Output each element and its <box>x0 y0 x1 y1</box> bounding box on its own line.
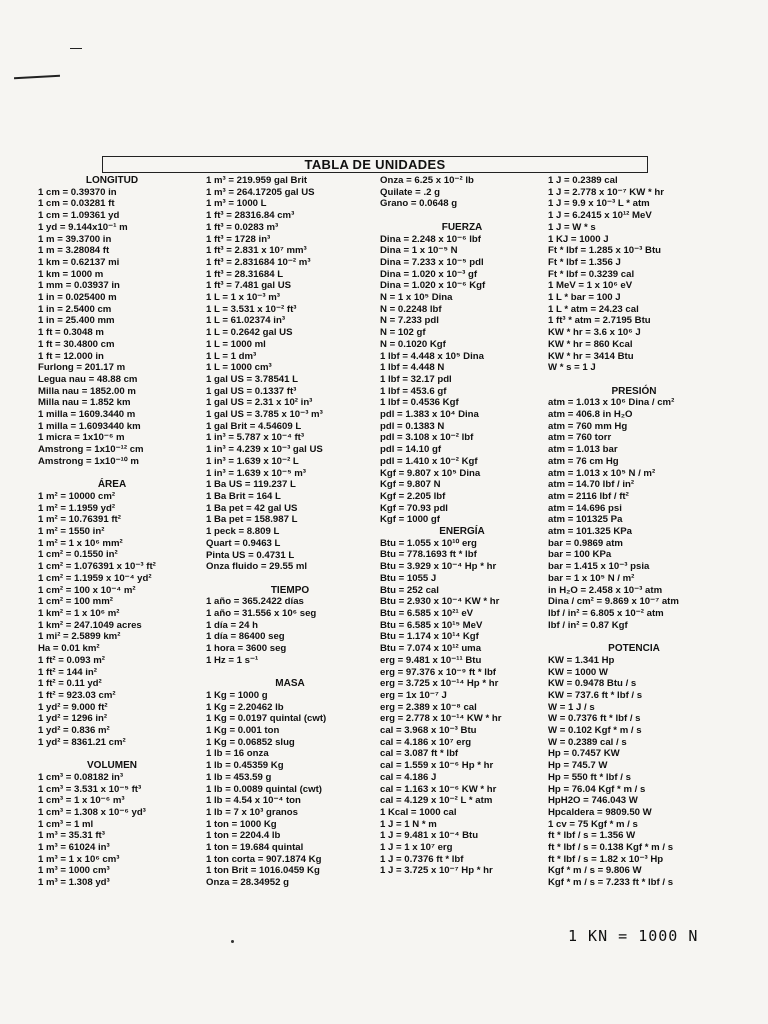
spacer <box>206 573 374 585</box>
conversion-line: 1 m³ = 1.308 yd³ <box>38 877 110 889</box>
conversion-line: 1 J = 3.725 x 10⁻⁷ Hp * hr <box>380 865 493 877</box>
conversion-line: 1 ft = 0.3048 m <box>38 327 104 339</box>
conversion-line: 1 Ba Brit = 164 L <box>206 490 281 502</box>
conversion-line: Legua nau = 48.88 cm <box>38 373 138 385</box>
section-heading: LONGITUD <box>85 175 139 186</box>
conversion-line: 1 cm³ = 1 ml <box>38 818 94 830</box>
conversion-line: Dina = 7.233 x 10⁻⁵ pdl <box>380 256 484 268</box>
conversion-line: Onza fluido = 29.55 ml <box>206 561 308 573</box>
conversion-line: KW * hr = 860 Kcal <box>548 338 633 350</box>
conversion-line: 1 L = 3.531 x 10⁻² ft³ <box>206 303 297 315</box>
conversion-line: W = 0.7376 ft * lbf / s <box>548 713 641 725</box>
conversion-line: HpH2O = 746.043 W <box>548 795 638 807</box>
spacer <box>38 748 186 760</box>
conversion-line: bar = 0.9869 atm <box>548 537 623 549</box>
conversion-line: 1 yd² = 9.000 ft² <box>38 701 108 713</box>
section-heading: ÁREA <box>97 479 127 491</box>
section-heading: VOLUMEN <box>87 760 137 772</box>
section-heading: FUERZA <box>441 221 483 233</box>
conversion-line: 1 lb = 453.59 g <box>206 771 272 783</box>
conversion-line: Milla nau = 1.852 km <box>38 397 131 409</box>
conversion-line: KW = 737.6 ft * lbf / s <box>548 689 643 701</box>
conversion-line: 1 L = 0.2642 gal US <box>206 327 293 339</box>
conversion-line: 1 m² = 1550 in² <box>38 526 105 538</box>
conversion-line: 1 MeV = 1 x 10⁶ eV <box>548 280 633 292</box>
conversion-line: 1 L = 61.02374 in³ <box>206 315 286 327</box>
conversion-line: bar = 1.415 x 10⁻³ psia <box>548 561 650 573</box>
conversion-line: 1 ft² = 0.093 m² <box>38 654 105 666</box>
conversion-line: cal = 3.087 ft * lbf <box>380 748 459 760</box>
section-heading: PRESIÓN <box>611 385 657 397</box>
conversion-line: 1 milla = 1609.3440 m <box>38 409 136 421</box>
conversion-line: atm = 101.325 KPa <box>548 526 633 538</box>
conversion-line: 1 L * bar = 100 J <box>548 292 621 304</box>
conversion-line: Dina = 1 x 10⁻⁵ N <box>380 245 458 257</box>
conversion-line: N = 1 x 10⁵ Dina <box>380 292 453 304</box>
conversion-line: Btu = 1.174 x 10¹⁴ Kgf <box>380 631 479 643</box>
column-fuerza-energia <box>380 175 544 877</box>
conversion-line: 1 lb = 0.45359 Kg <box>206 760 284 772</box>
conversion-line: 1 cv = 75 Kgf * m / s <box>548 818 638 830</box>
conversion-line: Grano = 0.0648 g <box>380 198 458 210</box>
conversion-line: 1 ft = 12.000 in <box>38 350 104 362</box>
conversion-line: 1 día = 24 h <box>206 619 258 631</box>
conversion-line: cal = 4.186 J <box>380 771 437 783</box>
conversion-line: pdl = 1.410 x 10⁻² Kgf <box>380 455 478 467</box>
conversion-line: 1 cm = 1.09361 yd <box>38 210 120 222</box>
conversion-line: W = 0.2389 cal / s <box>548 736 627 748</box>
conversion-line: 1 m³ = 1000 L <box>206 198 267 210</box>
conversion-line: 1 L * atm = 24.23 cal <box>548 303 639 315</box>
conversion-line: 1 KJ = 1000 J <box>548 233 609 245</box>
conversion-line: Btu = 778.1693 ft * lbf <box>380 549 477 561</box>
conversion-line: 1 ft³ = 28316.84 cm³ <box>206 210 295 222</box>
conversion-line: Ft * lbf = 1.285 x 10⁻³ Btu <box>548 245 662 257</box>
conversion-line: Dina = 1.020 x 10⁻⁶ Kgf <box>380 280 486 292</box>
conversion-line: in H₂O = 2.458 x 10⁻³ atm <box>548 584 663 596</box>
conversion-line: 1 yd² = 1296 in² <box>38 713 108 725</box>
conversion-line: 1 gal US = 3.785 x 10⁻³ m³ <box>206 409 323 421</box>
conversion-line: 1 ton = 2204.4 lb <box>206 830 281 842</box>
conversion-line: Hp = 550 ft * lbf / s <box>548 771 631 783</box>
conversion-line: 1 cm² = 100 x 10⁻⁴ m² <box>38 584 136 596</box>
conversion-line: 1 mm = 0.03937 in <box>38 280 120 292</box>
conversion-line: 1 Kg = 0.001 ton <box>206 725 280 737</box>
conversion-line: 1 lbf = 4.448 N <box>380 362 445 374</box>
conversion-line: 1 in³ = 4.239 x 10⁻³ gal US <box>206 444 323 456</box>
conversion-line: Kgf = 9.807 x 10⁵ Dina <box>380 467 481 479</box>
conversion-line: KW = 0.9478 Btu / s <box>548 678 637 690</box>
conversion-line: lbf / in² = 0.87 Kgf <box>548 619 628 631</box>
conversion-line: 1 lb = 0.0089 quintal (cwt) <box>206 783 322 795</box>
conversion-line: Btu = 6.585 x 10¹⁵ MeV <box>380 619 483 631</box>
conversion-line: 1 m = 3.28084 ft <box>38 245 110 257</box>
conversion-line: 1 cm = 0.03281 ft <box>38 198 115 210</box>
conversion-line: N = 102 gf <box>380 327 426 339</box>
conversion-line: 1 cm² = 1.1959 x 10⁻⁴ yd² <box>38 572 152 584</box>
conversion-line: 1 lb = 16 onza <box>206 748 269 760</box>
conversion-line: atm = 406.8 in H₂O <box>548 409 633 421</box>
section-heading: MASA <box>275 678 305 690</box>
conversion-line: atm = 760 mm Hg <box>548 420 628 432</box>
conversion-line: Btu = 3.929 x 10⁻⁴ Hp * hr <box>380 561 497 573</box>
conversion-line: 1 gal US = 0.1337 ft³ <box>206 385 297 397</box>
conversion-line: cal = 4.129 x 10⁻² L * atm <box>380 795 493 807</box>
conversion-line: erg = 1x 10⁻⁷ J <box>380 689 447 701</box>
conversion-line: Onza = 6.25 x 10⁻² lb <box>380 175 474 186</box>
conversion-line: erg = 2.389 x 10⁻⁸ cal <box>380 701 477 713</box>
conversion-line: pdl = 1.383 x 10⁴ Dina <box>380 409 479 421</box>
conversion-line: Kgf = 2.205 lbf <box>380 490 446 502</box>
conversion-line: 1 ft = 30.4800 cm <box>38 338 115 350</box>
conversion-line: 1 Hz = 1 s⁻¹ <box>206 654 259 666</box>
conversion-line: 1 m² = 1 x 10⁶ mm² <box>38 537 123 549</box>
conversion-line: 1 yd = 9.144x10⁻¹ m <box>38 221 128 233</box>
conversion-line: Kgf = 9.807 N <box>380 479 441 491</box>
conversion-line: W = 1 J / s <box>548 701 595 713</box>
conversion-line: Onza = 28.34952 g <box>206 877 289 889</box>
conversion-line: Hpcaldera = 9809.50 W <box>548 806 652 818</box>
handwritten-note: 1 KN = 1000 N <box>568 927 699 945</box>
spacer <box>38 468 186 480</box>
conversion-line: 1 año = 31.556 x 10⁶ seg <box>206 608 317 619</box>
conversion-line: ft * lbf / s = 0.138 Kgf * m / s <box>548 842 674 854</box>
conversion-line: KW = 1000 W <box>548 666 608 678</box>
conversion-line: Kgf * m / s = 9.806 W <box>548 865 642 877</box>
conversion-line: 1 ft² = 144 in² <box>38 666 97 678</box>
conversion-line: 1 Ba pet = 42 gal US <box>206 502 298 514</box>
conversion-line: 1 milla = 1.6093440 km <box>38 420 141 432</box>
column-longitud-area-volumen <box>38 175 186 889</box>
conversion-line: 1 ton Brit = 1016.0459 Kg <box>206 865 320 877</box>
conversion-line: 1 lbf = 453.6 gf <box>380 385 447 397</box>
stray-mark <box>231 940 234 943</box>
conversion-line: N = 0.1020 Kgf <box>380 338 446 350</box>
conversion-line: pdl = 0.1383 N <box>380 420 445 432</box>
conversion-line: 1 lb = 7 x 10³ granos <box>206 806 298 818</box>
conversion-line: 1 Ba US = 119.237 L <box>206 479 296 491</box>
conversion-line: 1 L = 1 dm³ <box>206 350 257 362</box>
conversion-line: Btu = 1.055 x 10¹⁰ erg <box>380 537 477 549</box>
conversion-line: 1 ft³ = 1728 in³ <box>206 233 271 245</box>
conversion-line: lbf / in² = 6.805 x 10⁻² atm <box>548 608 664 619</box>
conversion-line: Ft * lbf = 0.3239 cal <box>548 268 635 280</box>
conversion-line: 1 km = 1000 m <box>38 268 104 280</box>
conversion-line: 1 J = 0.2389 cal <box>548 175 618 186</box>
conversion-line: atm = 1.013 x 10⁵ N / m² <box>548 467 656 479</box>
conversion-line: ft * lbf / s = 1.356 W <box>548 830 636 842</box>
conversion-line: 1 J = W * s <box>548 221 596 233</box>
conversion-line: bar = 100 KPa <box>548 549 612 561</box>
conversion-line: 1 ft³ = 28.31684 L <box>206 268 284 280</box>
conversion-line: Amstrong = 1x10⁻¹⁰ m <box>38 455 139 467</box>
conversion-line: 1 año = 365.2422 días <box>206 596 304 608</box>
conversion-line: 1 J = 1 x 10⁷ erg <box>380 842 453 854</box>
conversion-line: atm = 2116 lbf / ft² <box>548 490 629 502</box>
conversion-line: 1 lbf = 32.17 pdl <box>380 373 452 385</box>
conversion-line: 1 L = 1000 ml <box>206 338 266 350</box>
conversion-line: 1 m² = 10000 cm² <box>38 490 116 502</box>
conversion-line: KW * hr = 3.6 x 10⁶ J <box>548 327 641 339</box>
conversion-line: Kgf = 70.93 pdl <box>380 502 448 514</box>
conversion-line: 1 yd² = 0.836 m² <box>38 725 110 737</box>
conversion-line: Furlong = 201.17 m <box>38 362 126 374</box>
conversion-line: 1 lbf = 0.4536 Kgf <box>380 397 459 409</box>
conversion-line: 1 cm³ = 0.08182 in³ <box>38 771 124 783</box>
conversion-line: atm = 14.70 lbf / in² <box>548 479 635 491</box>
conversion-line: KW = 1.341 Hp <box>548 654 615 666</box>
conversion-line: 1 Ba pet = 158.987 L <box>206 514 298 526</box>
spacer <box>206 667 374 679</box>
conversion-line: 1 Kg = 1000 g <box>206 689 268 701</box>
conversion-line: pdl = 14.10 gf <box>380 444 442 456</box>
conversion-line: 1 cm² = 0.1550 in² <box>38 549 118 561</box>
conversion-line: bar = 1 x 10⁵ N / m² <box>548 572 635 584</box>
conversion-line: 1 hora = 3600 seg <box>206 643 287 655</box>
conversion-line: 1 m³ = 1 x 10⁶ cm³ <box>38 853 120 865</box>
conversion-line: Kgf = 1000 gf <box>380 514 440 526</box>
conversion-line: 1 in = 25.400 mm <box>38 315 115 327</box>
conversion-line: 1 ton corta = 907.1874 Kg <box>206 853 322 865</box>
conversion-line: 1 lb = 4.54 x 10⁻⁴ ton <box>206 795 301 807</box>
conversion-line: 1 J = 2.778 x 10⁻⁷ KW * hr <box>548 186 664 198</box>
conversion-line: 1 lbf = 4.448 x 10⁵ Dina <box>380 350 484 362</box>
conversion-line: Dina = 1.020 x 10⁻³ gf <box>380 268 478 280</box>
conversion-line: erg = 9.481 x 10⁻¹¹ Btu <box>380 654 482 666</box>
conversion-line: W * s = 1 J <box>548 362 596 374</box>
conversion-line: pdl = 3.108 x 10⁻² lbf <box>380 432 474 444</box>
conversion-line: 1 mi² = 2.5899 km² <box>38 631 121 643</box>
conversion-line: 1 ft³ * atm = 2.7195 Btu <box>548 315 651 327</box>
conversion-line: atm = 101325 Pa <box>548 514 623 526</box>
conversion-line: erg = 2.778 x 10⁻¹⁴ KW * hr <box>380 713 502 725</box>
conversion-line: 1 in³ = 1.639 x 10⁻² L <box>206 455 299 467</box>
conversion-line: 1 micra = 1x10⁻⁶ m <box>38 432 125 444</box>
conversion-line: 1 in³ = 1.639 x 10⁻⁵ m³ <box>206 467 306 479</box>
conversion-line: atm = 1.013 x 10⁶ Dina / cm² <box>548 397 675 409</box>
conversion-line: 1 in = 2.5400 cm <box>38 303 112 315</box>
conversion-line: 1 ft³ = 7.481 gal US <box>206 280 292 292</box>
conversion-line: 1 J = 9.481 x 10⁻⁴ Btu <box>380 830 479 842</box>
conversion-line: Pinta US = 0.4731 L <box>206 549 295 561</box>
spacer <box>380 210 544 222</box>
conversion-line: Quilate = .2 g <box>380 186 440 198</box>
conversion-line: Kgf * m / s = 7.233 ft * lbf / s <box>548 877 674 889</box>
conversion-line: Btu = 252 cal <box>380 584 439 596</box>
conversion-line: Quart = 0.9463 L <box>206 537 281 549</box>
conversion-line: 1 m³ = 1000 cm³ <box>38 865 110 877</box>
conversion-line: 1 Kcal = 1000 cal <box>380 806 457 818</box>
margin-mark <box>14 75 60 79</box>
conversion-line: 1 L = 1000 cm³ <box>206 362 272 374</box>
conversion-line: 1 ft³ = 0.0283 m³ <box>206 221 279 233</box>
conversion-line: 1 Kg = 2.20462 lb <box>206 701 284 713</box>
spacer <box>548 631 720 643</box>
conversion-line: 1 in³ = 5.787 x 10⁻⁴ ft³ <box>206 432 305 444</box>
conversion-line: cal = 3.968 x 10⁻³ Btu <box>380 725 477 737</box>
conversion-line: 1 cm = 0.39370 in <box>38 186 117 198</box>
conversion-line: Hp = 76.04 Kgf * m / s <box>548 783 646 795</box>
conversion-line: Btu = 7.074 x 10¹² uma <box>380 643 482 655</box>
conversion-line: 1 yd² = 8361.21 cm² <box>38 736 126 748</box>
conversion-line: Ft * lbf = 1.356 J <box>548 256 621 268</box>
conversion-line: 1 cm² = 1.076391 x 10⁻³ ft² <box>38 561 156 573</box>
conversion-line: erg = 3.725 x 10⁻¹⁴ Hp * hr <box>380 678 499 690</box>
conversion-line: N = 0.2248 lbf <box>380 303 442 315</box>
conversion-line: atm = 14.696 psi <box>548 502 622 514</box>
conversion-line: 1 m³ = 219.959 gal Brit <box>206 175 308 186</box>
conversion-line: Btu = 1055 J <box>380 572 437 584</box>
conversion-line: 1 J = 6.2415 x 10¹² MeV <box>548 210 652 222</box>
conversion-line: 1 cm³ = 1.308 x 10⁻⁶ yd³ <box>38 806 146 818</box>
conversion-line: 1 cm² = 100 mm² <box>38 596 113 608</box>
conversion-line: 1 ft² = 923.03 cm² <box>38 689 116 701</box>
conversion-line: 1 in = 0.025400 m <box>38 292 117 304</box>
page-title: TABLA DE UNIDADES <box>102 156 648 173</box>
conversion-line: erg = 97.376 x 10⁻⁹ ft * lbf <box>380 666 497 678</box>
conversion-line: Btu = 2.930 x 10⁻⁴ KW * hr <box>380 596 500 608</box>
conversion-line: 1 m³ = 61024 in³ <box>38 842 110 854</box>
conversion-line: 1 J = 9.9 x 10⁻³ L * atm <box>548 198 650 210</box>
section-heading: POTENCIA <box>608 643 660 655</box>
conversion-line: 1 m = 39.3700 in <box>38 233 112 245</box>
conversion-line: Amstrong = 1x10⁻¹² cm <box>38 444 144 456</box>
conversion-line: 1 m² = 1.1959 yd² <box>38 502 116 514</box>
conversion-line: Dina / cm² = 9.869 x 10⁻⁷ atm <box>548 596 679 608</box>
column-energia-presion-potencia <box>548 175 720 889</box>
conversion-line: Dina = 2.248 x 10⁻⁶ lbf <box>380 233 481 245</box>
conversion-line: atm = 1.013 bar <box>548 444 618 456</box>
conversion-line: 1 gal Brit = 4.54609 L <box>206 420 302 432</box>
conversion-line: cal = 4.186 x 10⁷ erg <box>380 736 472 748</box>
conversion-line: 1 km² = 247.1049 acres <box>38 619 142 631</box>
conversion-line: Milla nau = 1852.00 m <box>38 385 136 397</box>
conversion-line: W = 0.102 Kgf * m / s <box>548 725 642 737</box>
conversion-line: 1 m³ = 264.17205 gal US <box>206 186 315 198</box>
conversion-line: atm = 760 torr <box>548 432 612 444</box>
conversion-line: 1 m³ = 35.31 ft³ <box>38 830 105 842</box>
conversion-line: 1 cm³ = 1 x 10⁻⁶ m³ <box>38 795 125 807</box>
conversion-line: 1 J = 1 N * m <box>380 818 437 830</box>
conversion-line: N = 7.233 pdl <box>380 315 439 327</box>
conversion-line: 1 km = 0.62137 mi <box>38 256 120 268</box>
conversion-line: 1 ft² = 0.11 yd² <box>38 678 102 690</box>
margin-mark-top <box>70 48 82 49</box>
section-heading: TIEMPO <box>270 584 310 596</box>
conversion-line: 1 día = 86400 seg <box>206 631 285 643</box>
conversion-line: Hp = 0.7457 KW <box>548 748 620 760</box>
conversion-line: KW * hr = 3414 Btu <box>548 350 634 362</box>
conversion-line: 1 cm³ = 3.531 x 10⁻⁵ ft³ <box>38 783 142 795</box>
conversion-line: 1 gal US = 3.78541 L <box>206 373 298 385</box>
conversion-line: 1 gal US = 2.31 x 10² in³ <box>206 397 313 409</box>
conversion-line: 1 peck = 8.809 L <box>206 526 280 538</box>
conversion-line: cal = 1.559 x 10⁻⁶ Hp * hr <box>380 760 494 772</box>
conversion-line: 1 ton = 19.684 quintal <box>206 842 304 854</box>
section-heading: ENERGÍA <box>439 526 485 538</box>
conversion-line: 1 J = 0.7376 ft * lbf <box>380 853 464 865</box>
column-volumen-tiempo-masa <box>206 175 374 889</box>
conversion-line: 1 ft³ = 2.831 x 10⁷ mm³ <box>206 245 307 257</box>
conversion-line: 1 m² = 10.76391 ft² <box>38 514 121 526</box>
conversion-line: Btu = 6.585 x 10²¹ eV <box>380 608 474 619</box>
conversion-line: 1 Kg = 0.06852 slug <box>206 736 295 748</box>
conversion-line: cal = 1.163 x 10⁻⁶ KW * hr <box>380 783 497 795</box>
spacer <box>548 374 720 386</box>
conversion-line: Hp = 745.7 W <box>548 760 608 772</box>
conversion-line: 1 L = 1 x 10⁻³ m³ <box>206 292 280 304</box>
conversion-line: 1 ton = 1000 Kg <box>206 818 277 830</box>
conversion-line: atm = 76 cm Hg <box>548 455 619 467</box>
conversion-line: Ha = 0.01 km² <box>38 643 100 655</box>
conversion-line: 1 Kg = 0.0197 quintal (cwt) <box>206 713 327 725</box>
conversion-line: 1 km² = 1 x 10⁶ m² <box>38 608 120 619</box>
conversion-line: 1 ft³ = 2.831684 10⁻² m³ <box>206 256 311 268</box>
conversion-line: ft * lbf / s = 1.82 x 10⁻³ Hp <box>548 853 664 865</box>
